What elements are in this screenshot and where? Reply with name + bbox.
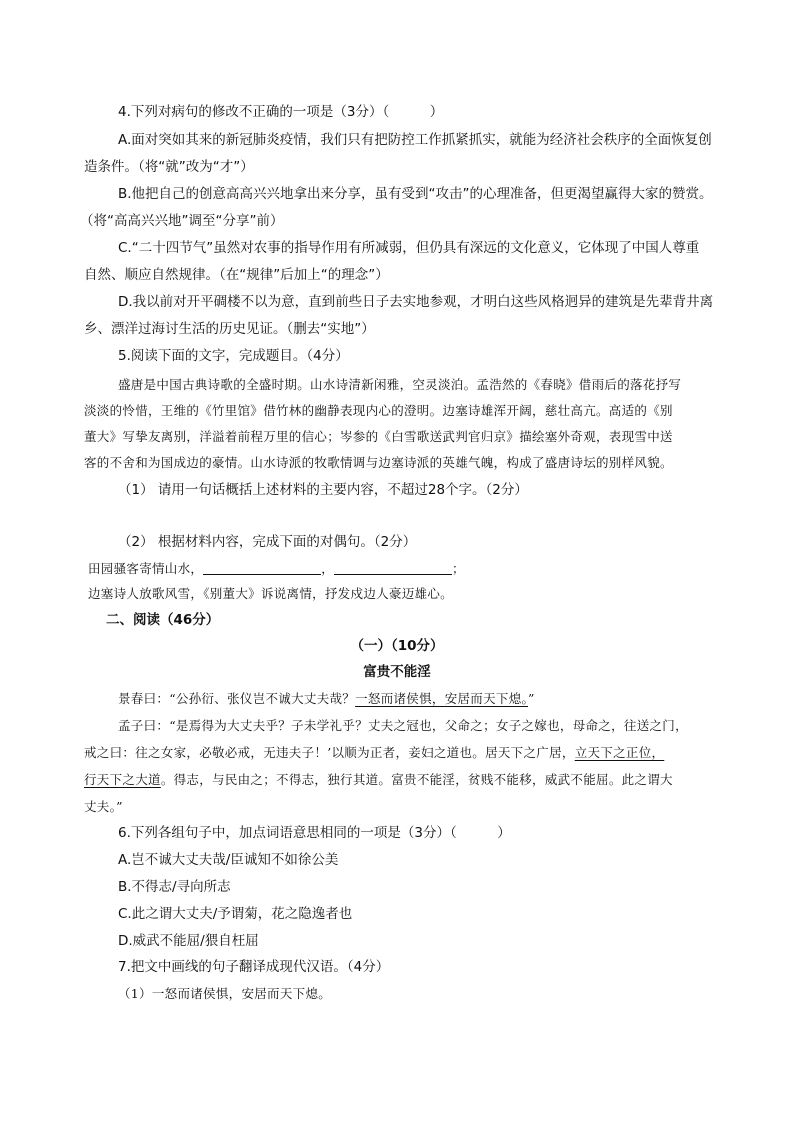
q4-stem: 4.下列对病句的修改不正确的一项是（3分）（ ） <box>118 104 444 120</box>
para2-text-a: 戒之曰：往之女家，必敬必戒，无违夫子！’以顺为正者，妾妇之道也。居天下之广居， <box>84 745 575 760</box>
section2-heading: 二、阅读（46分） <box>106 612 220 628</box>
q5-passage-line1: 盛唐是中国古典诗歌的全盛时期。山水诗清新闲雅，空灵淡泊。孟浩然的《春晓》借雨后的落花抒写 <box>118 377 682 392</box>
couplet-end: ； <box>452 561 465 576</box>
q4-option-b-line1: B.他把自己的创意高高兴兴地拿出来分享，虽有受到“攻击”的心理准备，但更渴望赢得大家的赞赏。 <box>118 186 713 202</box>
couplet-blank-2[interactable] <box>334 560 452 575</box>
q5-stem: 5.阅读下面的文字，完成题目。（4分） <box>118 348 349 364</box>
q6-option-c: C.此之谓大丈夫/予谓菊，花之隐逸者也 <box>118 906 353 922</box>
couplet-blank-1[interactable] <box>203 560 321 575</box>
q4-option-d-line1: D.我以前对开平碉楼不以为意，直到前些日子去实地参观，才明白这些风格迥异的建筑是先辈背井离 <box>118 294 714 310</box>
q5-couplet-line2: 边塞诗人放歌风雪，《别董大》诉说离情，抒发戍边人豪迈雄心。 <box>88 586 453 601</box>
q4-option-a-line2: 造条件。（将“就”改为“才”） <box>84 159 254 175</box>
couplet-separator: ， <box>321 561 335 576</box>
para1-underlined: 一怒而诸侯惧，安居而天下熄。 <box>355 691 529 706</box>
q5-sub1: （1） 请用一句话概括上述材料的主要内容，不超过28个字。（2分） <box>118 482 528 498</box>
q7-stem: 7.把文中画线的句子翻译成现代汉语。（4分） <box>118 959 390 975</box>
para2-text-b: 。得志，与民由之；不得志，独行其道。富贵不能淫，贫贱不能移，威武不能屈。此之谓大 <box>160 772 673 787</box>
para1-text-c: ” <box>528 691 535 706</box>
q4-option-a-line1: A.面对突如其来的新冠肺炎疫情，我们只有把防控工作抓紧抓实，就能为经济社会秩序的全面恢复创 <box>118 132 712 148</box>
passage-title: 富贵不能淫 <box>363 664 431 680</box>
q5-sub2: （2） 根据材料内容，完成下面的对偶句。（2分） <box>118 534 417 550</box>
q5-passage-line2: 淡淡的怜惜，王维的《竹里馆》借竹林的幽静表现内心的澄明。边塞诗雄浑开阔，慈壮高亢。高适的《别 <box>84 403 673 418</box>
section2-part1: （一）（10分） <box>350 638 444 654</box>
q6-option-b: B.不得志/寻向所志 <box>118 879 231 895</box>
passage-para2-line3 <box>84 771 673 789</box>
para2-underlined-1: 立天下之正位， <box>574 745 665 760</box>
para1-text-a: 景春曰：“公孙衍、张仪岂不诚大丈夫哉？ <box>118 691 356 706</box>
q6-stem: 6.下列各组句子中，加点词语意思相同的一项是（3分）（ ） <box>118 825 511 841</box>
passage-para1 <box>118 690 535 708</box>
para2-underlined-2: 行天下之大道 <box>84 772 161 787</box>
passage-para2-line1: 孟子曰：“是焉得为大丈夫乎？子未学礼乎？丈夫之冠也，父命之；女子之嫁也，母命之，往送之门， <box>118 718 688 733</box>
q4-option-d-line2: 乡、漂洋过海讨生活的历史见证。（删去“实地”） <box>84 321 375 337</box>
passage-para2-line4: 丈夫。” <box>84 799 123 814</box>
q6-option-a: A.岂不诚大丈夫哉/臣诚知不如徐公美 <box>118 852 339 868</box>
q5-passage-line4: 客的不舍和为国成边的豪情。山水诗派的牧歌情调与边塞诗派的英雄气魄，构成了盛唐诗坛的别样风貌。 <box>84 455 673 470</box>
q4-option-c-line2: 自然、顺应自然规律。（在“规律”后加上“的理念”） <box>84 267 389 283</box>
couplet-prefix: 田园骚客寄情山水， <box>88 561 204 576</box>
passage-para2-line2 <box>84 744 664 762</box>
q5-couplet-line1 <box>88 560 465 578</box>
q5-passage-line3: 董大》写挚友离别，洋溢着前程万里的信心；岑参的《白雪歌送武判官归京》描绘塞外奇观，表现雪中送 <box>84 429 673 444</box>
q4-option-b-line2: （将“高高兴兴地”调至“分享”前） <box>80 213 284 229</box>
q7-sub1: （1）一怒而诸侯惧，安居而天下熄。 <box>118 986 332 1001</box>
q6-option-d: D.威武不能屈/猥自枉屈 <box>118 933 259 949</box>
q4-option-c-line1: C.“二十四节气”虽然对农事的指导作用有所减弱，但仍具有深远的文化意义，它体现了中国人尊重 <box>118 240 700 256</box>
